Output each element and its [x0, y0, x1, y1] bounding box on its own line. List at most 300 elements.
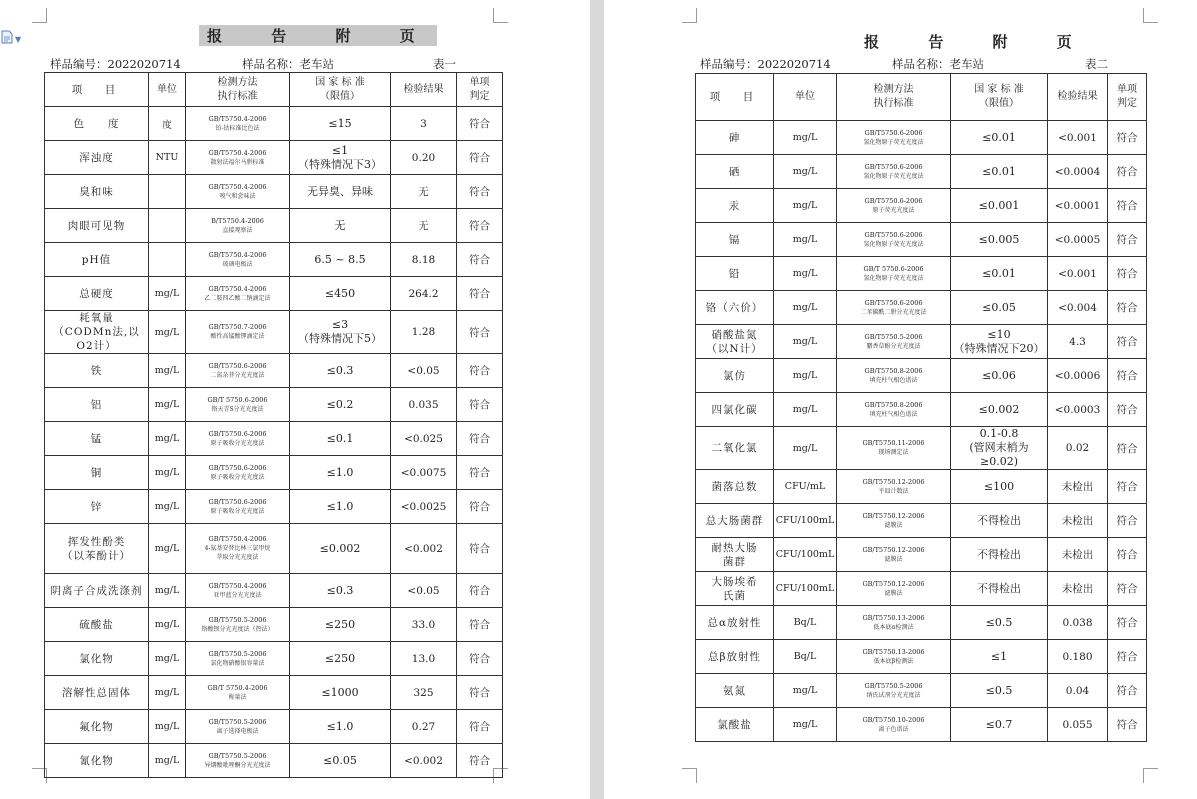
judgment-cell: 符合 [1108, 504, 1147, 538]
table-row [696, 257, 1147, 291]
document-icon[interactable] [0, 30, 14, 44]
sample-info [700, 56, 831, 72]
header-unit: 单位 [149, 73, 186, 107]
corner-mark [32, 8, 47, 23]
standard-cell: ≤0.3 [290, 354, 391, 388]
table-row [45, 388, 503, 422]
standard-cell: ≤0.1 [290, 422, 391, 456]
unit-cell: 度 [149, 107, 186, 141]
unit-cell: mg/L [149, 388, 186, 422]
method-name: 原子吸收分光光度法 [210, 507, 265, 515]
unit-cell: CFU/100mL [774, 572, 837, 606]
method-name: 嗅气和尝味法 [219, 192, 256, 200]
standard-cell: ≤0.001 [951, 189, 1048, 223]
result-cell: 3 [391, 107, 457, 141]
table-row [45, 574, 503, 608]
report-table-one [44, 72, 503, 778]
item-cell: 阴离子合成洗涤剂 [45, 574, 149, 608]
standard-cell: ≤0.01 [951, 121, 1048, 155]
judgment-cell: 符合 [457, 277, 503, 311]
method-standard-code: GB/T5750.6-2006 [864, 196, 923, 205]
method-cell [186, 642, 290, 676]
result-cell: 264.2 [391, 277, 457, 311]
table-row [45, 642, 503, 676]
method-standard-code: GB/T5750.12-2006 [862, 545, 925, 554]
method-name: 滤膜法 [884, 589, 903, 597]
table-row [696, 674, 1147, 708]
judgment-cell: 符合 [1108, 708, 1147, 742]
standard-cell: ≤0.002 [290, 524, 391, 574]
table-row [45, 209, 503, 243]
result-cell: <0.001 [1048, 257, 1108, 291]
item-cell: 氯化物 [45, 642, 149, 676]
item-cell: 色 度 [45, 107, 149, 141]
result-cell: <0.0003 [1048, 393, 1108, 427]
method-standard-code: GB/T5750.5-2006 [208, 615, 267, 624]
method-cell [837, 325, 951, 359]
standard-cell: 不得检出 [951, 572, 1048, 606]
unit-cell: mg/L [774, 291, 837, 325]
unit-cell: mg/L [774, 674, 837, 708]
method-standard-code: GB/T5750.8-2006 [864, 400, 923, 409]
result-cell: 未检出 [1048, 572, 1108, 606]
method-cell [186, 608, 290, 642]
method-cell [186, 490, 290, 524]
method-cell [837, 538, 951, 572]
standard-cell: ≤10 （特殊情况下20） [951, 325, 1048, 359]
method-standard-code: GB/T5750.5-2006 [864, 681, 923, 690]
result-cell: 0.035 [391, 388, 457, 422]
unit-cell [149, 175, 186, 209]
standard-cell: ≤0.05 [290, 744, 391, 778]
method-standard-code: GB/T5750.6-2006 [864, 162, 923, 171]
item-cell: 氯仿 [696, 359, 774, 393]
item-cell: 耗氧量 （CODMn法,以O2计） [45, 311, 149, 354]
table-header-row [45, 73, 503, 107]
method-name: 氢化物原子荧光光度法 [863, 172, 924, 180]
item-cell: 挥发性酚类 （以苯酚计） [45, 524, 149, 574]
sample-name-info [892, 56, 984, 72]
judgment-cell: 符合 [457, 141, 503, 175]
result-cell: <0.05 [391, 354, 457, 388]
result-cell: <0.001 [1048, 121, 1108, 155]
method-standard-code: GB/T5750.11-2006 [862, 439, 925, 447]
judgment-cell: 符合 [457, 710, 503, 744]
table-row [45, 107, 503, 141]
item-cell: pH值 [45, 243, 149, 277]
judgment-cell: 符合 [1108, 427, 1147, 470]
method-name: 乙二胺四乙酸二钠滴定法 [204, 294, 271, 302]
unit-cell: CFU/100mL [774, 538, 837, 572]
table-row [696, 291, 1147, 325]
standard-cell: ≤0.5 [951, 606, 1048, 640]
result-cell: 8.18 [391, 243, 457, 277]
method-standard-code: GB/T5750.5-2006 [208, 751, 267, 760]
standard-cell: ≤1 （特殊情况下3） [290, 141, 391, 175]
method-standard-code: GB/T5750.10-2006 [862, 715, 925, 724]
sample-no-label: 样品编号： [700, 57, 758, 71]
unit-cell: mg/L [149, 277, 186, 311]
item-cell: 大肠埃希 氏菌 [696, 572, 774, 606]
method-cell [837, 606, 951, 640]
judgment-cell: 符合 [457, 388, 503, 422]
judgment-cell: 符合 [457, 422, 503, 456]
method-cell [837, 223, 951, 257]
unit-cell: mg/L [774, 121, 837, 155]
method-name: 酸性高锰酸钾滴定法 [210, 333, 265, 340]
method-standard-code: GB/T5750.4-2006 [208, 284, 267, 293]
method-cell [186, 141, 290, 175]
result-cell: 无 [391, 175, 457, 209]
item-cell: 氯酸盐 [696, 708, 774, 742]
method-name: 原子荧光光度法 [872, 206, 915, 214]
page-title: 报 告 附 页 [864, 33, 1094, 51]
standard-cell: ≤0.05 [951, 291, 1048, 325]
method-name: 铬天青S分光光度法 [211, 405, 264, 413]
method-name: 二苯碳酰二肼分光光度法 [860, 308, 927, 316]
method-cell [186, 311, 290, 354]
unit-cell: mg/L [774, 427, 837, 470]
method-name: 滤膜法 [884, 555, 903, 563]
unit-cell: mg/L [774, 708, 837, 742]
standard-cell: ≤100 [951, 470, 1048, 504]
page-gap [590, 0, 604, 799]
standard-cell: ≤0.005 [951, 223, 1048, 257]
unit-cell: mg/L [774, 155, 837, 189]
judgment-cell: 符合 [1108, 325, 1147, 359]
unit-cell: mg/L [149, 311, 186, 354]
table-row [45, 311, 503, 354]
method-cell [837, 640, 951, 674]
judgment-cell: 符合 [1108, 393, 1147, 427]
standard-cell: ≤3 （特殊情况下5） [290, 311, 391, 354]
unit-cell: NTU [149, 141, 186, 175]
result-cell: 0.27 [391, 710, 457, 744]
unit-cell: mg/L [774, 189, 837, 223]
method-name: 现场测定法 [878, 449, 909, 456]
item-cell: 砷 [696, 121, 774, 155]
judgment-cell: 符合 [1108, 121, 1147, 155]
item-cell: 总β放射性 [696, 640, 774, 674]
table-row [696, 538, 1147, 572]
method-standard-code: GB/T5750.13-2006 [862, 613, 925, 622]
unit-cell: mg/L [149, 524, 186, 574]
table-row [696, 708, 1147, 742]
table-row [696, 427, 1147, 470]
method-name: 原子吸收分光光度法 [210, 439, 265, 447]
method-name: 4-氨基安替比林三氯甲烷 [204, 545, 271, 552]
judgment-cell: 符合 [1108, 189, 1147, 223]
method-standard-code: GB/T 5750.6-2006 [863, 264, 924, 273]
standard-cell: ≤15 [290, 107, 391, 141]
method-name: 二氮杂菲分光光度法 [210, 371, 265, 379]
unit-cell: mg/L [149, 574, 186, 608]
method-standard-code: GB/T5750.13-2006 [862, 647, 925, 656]
method-cell [186, 422, 290, 456]
method-name: 麝香草酚分光光度法 [866, 342, 921, 350]
standard-cell: ≤0.5 [951, 674, 1048, 708]
item-cell: 臭和味 [45, 175, 149, 209]
item-cell: 二氧化氯 [696, 427, 774, 470]
result-cell: 4.3 [1048, 325, 1108, 359]
judgment-cell: 符合 [1108, 291, 1147, 325]
method-name: 氢化物原子荧光光度法 [863, 240, 924, 248]
standard-cell: ≤0.06 [951, 359, 1048, 393]
method-standard-code: GB/T5750.12-2006 [862, 579, 925, 588]
standard-cell: ≤0.7 [951, 708, 1048, 742]
method-standard-code: GB/T5750.5-2006 [864, 332, 923, 341]
chevron-down-icon[interactable]: ▼ [15, 35, 22, 44]
result-cell: 未检出 [1048, 470, 1108, 504]
method-standard-code: GB/T5750.5-2006 [208, 649, 267, 658]
judgment-cell: 符合 [457, 456, 503, 490]
judgment-cell: 符合 [457, 524, 503, 574]
method-name: 玻璃电极法 [222, 260, 253, 268]
method-cell [186, 744, 290, 778]
item-cell: 总硬度 [45, 277, 149, 311]
unit-cell: mg/L [774, 393, 837, 427]
method-standard-code: GB/T5750.6-2006 [208, 361, 267, 370]
method-cell [837, 359, 951, 393]
method-name: 直接观察法 [222, 226, 253, 234]
table-row [696, 189, 1147, 223]
item-cell: 镉 [696, 223, 774, 257]
unit-cell: mg/L [149, 744, 186, 778]
result-cell: 未检出 [1048, 504, 1108, 538]
method-cell [837, 121, 951, 155]
header-item: 项 目 [45, 73, 149, 107]
judgment-cell: 符合 [457, 107, 503, 141]
judgment-cell: 符合 [457, 608, 503, 642]
result-cell: 0.20 [391, 141, 457, 175]
standard-cell: ≤1000 [290, 676, 391, 710]
table-row [45, 141, 503, 175]
corner-mark [1143, 8, 1158, 23]
unit-cell [149, 209, 186, 243]
item-cell: 耐热大肠 菌群 [696, 538, 774, 572]
item-cell: 氰化物 [45, 744, 149, 778]
judgment-cell: 符合 [457, 574, 503, 608]
result-cell: <0.0001 [1048, 189, 1108, 223]
report-table-two [695, 73, 1147, 742]
method-cell [186, 209, 290, 243]
method-standard-code: GB/T5750.6-2006 [208, 497, 267, 506]
item-cell: 浑浊度 [45, 141, 149, 175]
method-name: 低本底β检测法 [873, 657, 914, 665]
unit-cell: CFU/100mL [774, 504, 837, 538]
table-row [696, 606, 1147, 640]
sample-no: 2022020714 [107, 57, 181, 71]
sample-no: 2022020714 [757, 57, 831, 71]
judgment-cell: 符合 [457, 642, 503, 676]
corner-mark [682, 768, 697, 783]
method-cell [837, 291, 951, 325]
method-cell [186, 388, 290, 422]
result-cell: <0.0006 [1048, 359, 1108, 393]
method-cell [837, 155, 951, 189]
item-cell: 溶解性总固体 [45, 676, 149, 710]
method-cell [186, 574, 290, 608]
result-cell: 325 [391, 676, 457, 710]
header-method: 检测方法 执行标准 [186, 73, 290, 107]
unit-cell: mg/L [149, 490, 186, 524]
table-row [696, 121, 1147, 155]
standard-cell: ≤1.0 [290, 490, 391, 524]
header-judgment: 单项 判定 [457, 73, 503, 107]
judgment-cell: 符合 [1108, 674, 1147, 708]
standard-cell: ≤450 [290, 277, 391, 311]
standard-cell: ≤1 [951, 640, 1048, 674]
method-cell [186, 175, 290, 209]
judgment-cell: 符合 [1108, 257, 1147, 291]
item-cell: 硝酸盐氮 （以N计） [696, 325, 774, 359]
table-header-row [696, 74, 1147, 121]
result-cell: 13.0 [391, 642, 457, 676]
judgment-cell: 符合 [1108, 470, 1147, 504]
result-cell: <0.025 [391, 422, 457, 456]
standard-cell: 无异臭、异味 [290, 175, 391, 209]
method-standard-code: GB/T5750.4-2006 [208, 535, 267, 543]
item-cell: 铬（六价） [696, 291, 774, 325]
item-cell: 铅 [696, 257, 774, 291]
standard-cell: ≤250 [290, 608, 391, 642]
judgment-cell: 符合 [457, 354, 503, 388]
standard-cell: 无 [290, 209, 391, 243]
sample-info [50, 56, 181, 72]
method-cell [186, 354, 290, 388]
unit-cell: mg/L [149, 710, 186, 744]
method-name: 滤膜法 [884, 521, 903, 529]
method-cell [837, 708, 951, 742]
header-standard: 国 家 标 准 （限值） [290, 73, 391, 107]
table-row [45, 354, 503, 388]
judgment-cell: 符合 [1108, 606, 1147, 640]
table-row [696, 640, 1147, 674]
standard-cell: ≤0.3 [290, 574, 391, 608]
unit-cell: mg/L [149, 456, 186, 490]
method-cell [837, 393, 951, 427]
result-cell: 未检出 [1048, 538, 1108, 572]
table-row [696, 470, 1147, 504]
method-name: 氯化物硝酸银容量法 [210, 659, 265, 667]
item-cell: 氨氮 [696, 674, 774, 708]
result-cell: <0.05 [391, 574, 457, 608]
method-name: 填充柱气相色谱法 [869, 376, 918, 384]
table-row [45, 243, 503, 277]
unit-cell: mg/L [149, 676, 186, 710]
judgment-cell: 符合 [1108, 223, 1147, 257]
table-row [696, 504, 1147, 538]
table-row [696, 572, 1147, 606]
unit-cell: mg/L [774, 325, 837, 359]
method-cell [837, 427, 951, 470]
unit-cell: mg/L [149, 642, 186, 676]
header-judgment: 单项 判定 [1108, 74, 1147, 121]
judgment-cell: 符合 [457, 676, 503, 710]
standard-cell: ≤0.002 [951, 393, 1048, 427]
unit-cell: mg/L [149, 354, 186, 388]
result-cell: 0.04 [1048, 674, 1108, 708]
method-name: 氢化物原子荧光光度法 [863, 274, 924, 282]
method-cell [837, 189, 951, 223]
item-cell: 四氯化碳 [696, 393, 774, 427]
result-cell: 0.038 [1048, 606, 1108, 640]
method-cell [837, 470, 951, 504]
unit-cell: mg/L [149, 608, 186, 642]
standard-cell: ≤1.0 [290, 456, 391, 490]
unit-cell: mg/L [149, 422, 186, 456]
judgment-cell: 符合 [457, 243, 503, 277]
table-row [45, 490, 503, 524]
method-standard-code: GB/T5750.6-2006 [864, 298, 923, 307]
unit-cell: Bq/L [774, 640, 837, 674]
result-cell: <0.0075 [391, 456, 457, 490]
header-method: 检测方法 执行标准 [837, 74, 951, 121]
result-cell: 0.055 [1048, 708, 1108, 742]
table-label: 表一 [433, 57, 456, 71]
sample-name: 老车站 [299, 57, 334, 71]
method-name: 平皿计数法 [878, 487, 909, 495]
table-row [45, 710, 503, 744]
method-cell [186, 710, 290, 744]
table-row [45, 456, 503, 490]
method-name: 铬酸钡分光光度法（热法） [201, 625, 274, 633]
method-cell [837, 504, 951, 538]
sample-name-info [242, 56, 334, 72]
table-row [45, 608, 503, 642]
method-name: 氢化物原子荧光光度法 [863, 138, 924, 146]
method-cell [837, 674, 951, 708]
method-standard-code: GB/T5750.4-2006 [208, 250, 267, 259]
item-cell: 肉眼可见物 [45, 209, 149, 243]
judgment-cell: 符合 [457, 311, 503, 354]
method-cell [837, 572, 951, 606]
method-standard-code: GB/T5750.6-2006 [208, 429, 267, 438]
method-name: 异烟酸吡唑酮分光光度法 [204, 761, 271, 769]
judgment-cell: 符合 [457, 209, 503, 243]
method-cell [837, 257, 951, 291]
table-row [45, 277, 503, 311]
result-cell: <0.002 [391, 744, 457, 778]
standard-cell: 不得检出 [951, 538, 1048, 572]
method-name: 离子选择电极法 [216, 727, 259, 735]
header-standard: 国 家 标 准 （限值） [951, 74, 1048, 121]
method-standard-code: GB/T5750.6-2006 [864, 128, 923, 137]
table-row [696, 359, 1147, 393]
method-cell [186, 524, 290, 574]
item-cell: 锰 [45, 422, 149, 456]
method-cell [186, 676, 290, 710]
table-row [45, 175, 503, 209]
corner-mark [493, 8, 508, 23]
method-standard-code: GB/T5750.6-2006 [864, 230, 923, 239]
table-row [45, 676, 503, 710]
item-cell: 总大肠菌群 [696, 504, 774, 538]
standard-cell: ≤250 [290, 642, 391, 676]
item-cell: 硫酸盐 [45, 608, 149, 642]
method-cell [186, 243, 290, 277]
header-unit: 单位 [774, 74, 837, 121]
method-standard-code: GB/T5750.4-2006 [208, 581, 267, 590]
method-standard-code: GB/T 5750.4-2006 [207, 683, 268, 692]
method-standard-code: GB/T5750.4-2006 [208, 182, 267, 191]
method-standard-code: B/T5750.4-2006 [211, 216, 264, 225]
result-cell: 1.28 [391, 311, 457, 354]
judgment-cell: 符合 [457, 744, 503, 778]
standard-cell: 不得检出 [951, 504, 1048, 538]
table-row [45, 422, 503, 456]
item-cell: 氟化物 [45, 710, 149, 744]
